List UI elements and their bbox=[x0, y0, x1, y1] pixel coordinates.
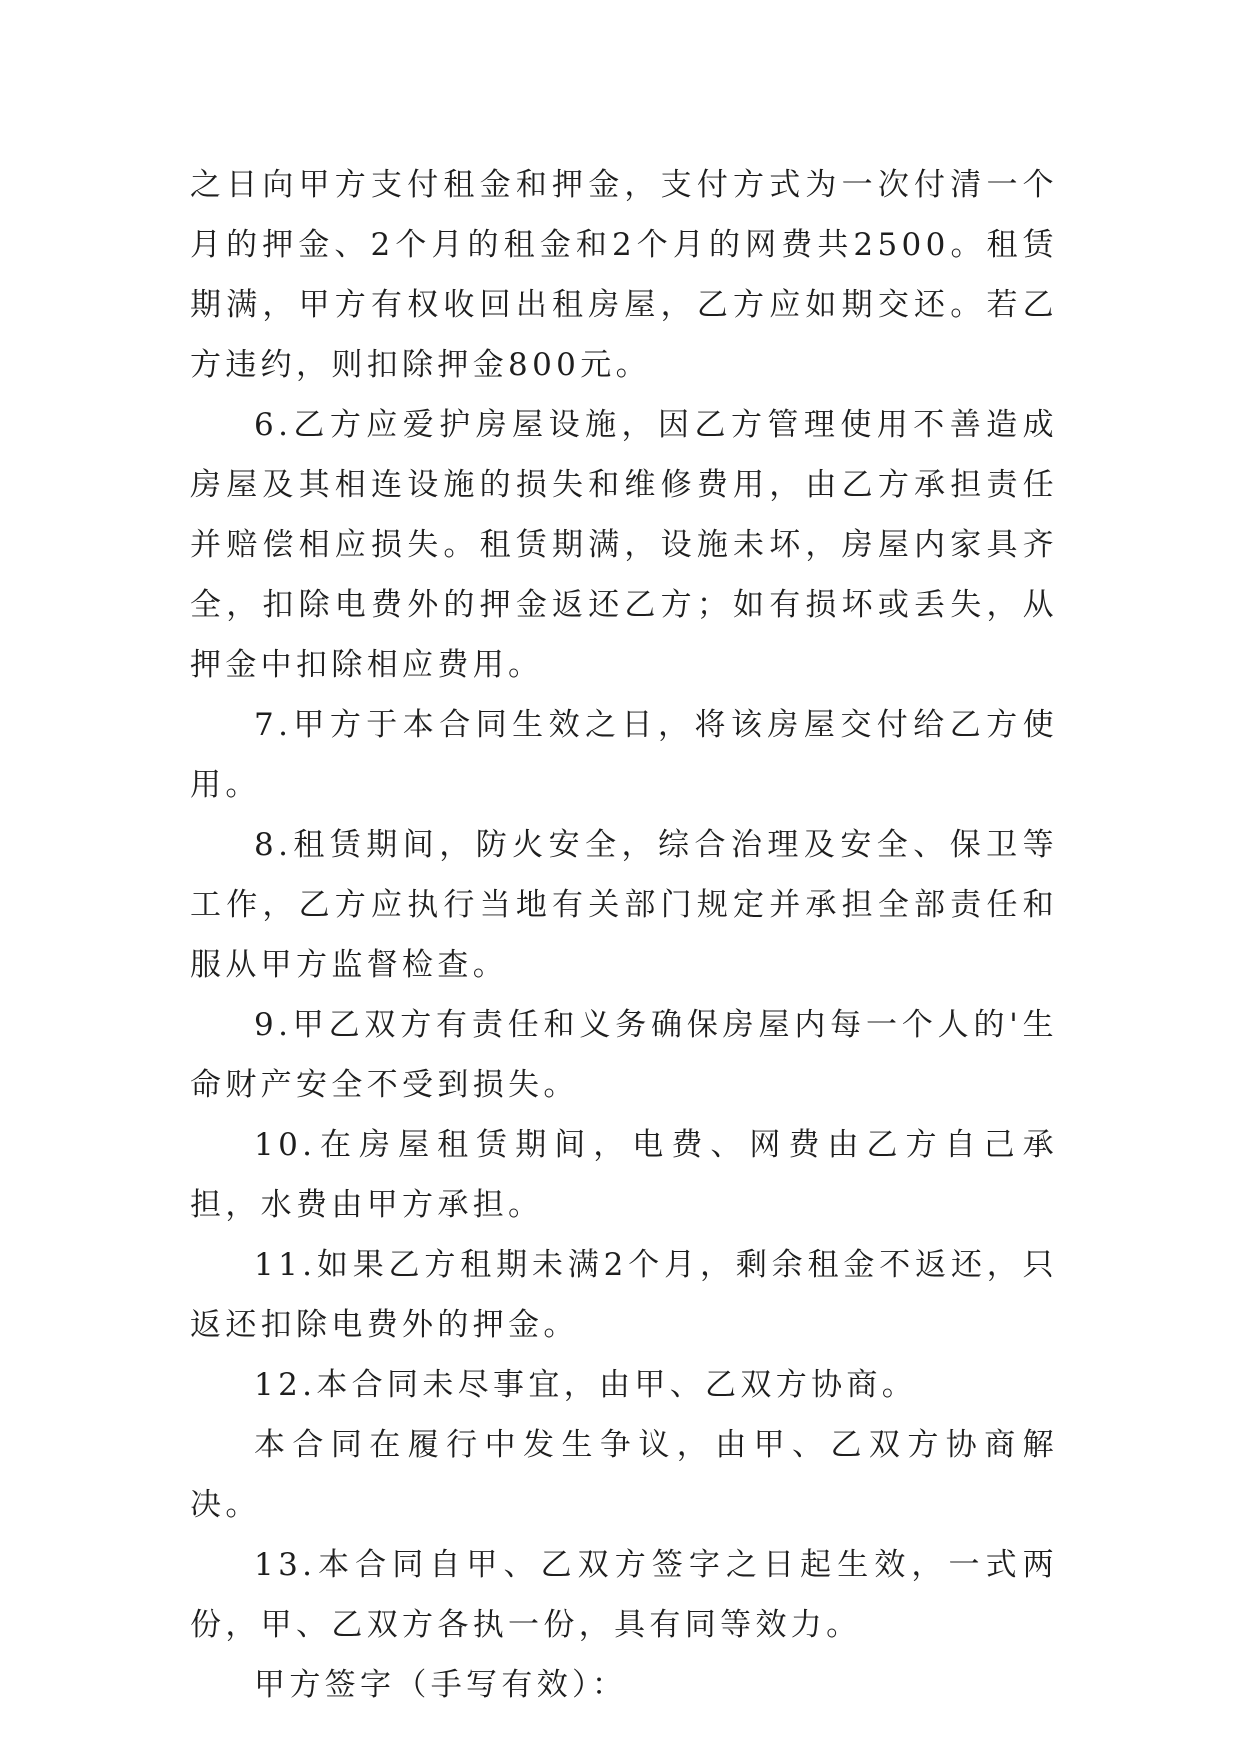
contract-clause-12: 12.本合同未尽事宜，由甲、乙双方协商。 bbox=[254, 1367, 918, 1403]
contract-paragraph-continuation: 之日向甲方支付租金和押金，支付方式为一次付清一个月的押金、2个月的租金和2个月的网费共2500。租赁期满，甲方有权收回出租房屋，乙方应如期交还。若乙方违约，则扣除押金800元。 bbox=[190, 167, 1058, 383]
contract-clause-6: 6.乙方应爱护房屋设施，因乙方管理使用不善造成房屋及其相连设施的损失和维修费用，由乙方承担责任并赔偿相应损失。租赁期满，设施未坏，房屋内家具齐全，扣除电费外的押金返还乙方；如有损坏或丢失，从押金中扣除相应费用。 bbox=[190, 407, 1058, 683]
contract-clause-11: 11.如果乙方租期未满2个月，剩余租金不返还，只返还扣除电费外的押金。 bbox=[190, 1247, 1058, 1343]
dispute-resolution-paragraph: 本合同在履行中发生争议，由甲、乙双方协商解决。 bbox=[190, 1427, 1058, 1523]
contract-clause-13: 13.本合同自甲、乙双方签字之日起生效，一式两份，甲、乙双方各执一份，具有同等效力。 bbox=[190, 1547, 1058, 1643]
contract-clause-10: 10.在房屋租赁期间，电费、网费由乙方自己承担，水费由甲方承担。 bbox=[190, 1127, 1058, 1223]
contract-clause-8: 8.租赁期间，防火安全，综合治理及安全、保卫等工作，乙方应执行当地有关部门规定并承担全部责任和服从甲方监督检查。 bbox=[190, 827, 1058, 983]
contract-clause-7: 7.甲方于本合同生效之日，将该房屋交付给乙方使用。 bbox=[190, 707, 1058, 803]
party-a-signature-label: 甲方签字（手写有效）： bbox=[254, 1667, 628, 1703]
contract-clause-9: 9.甲乙双方有责任和义务确保房屋内每一个人的'生命财产安全不受到损失。 bbox=[190, 1007, 1058, 1103]
document-page bbox=[190, 155, 1058, 1715]
